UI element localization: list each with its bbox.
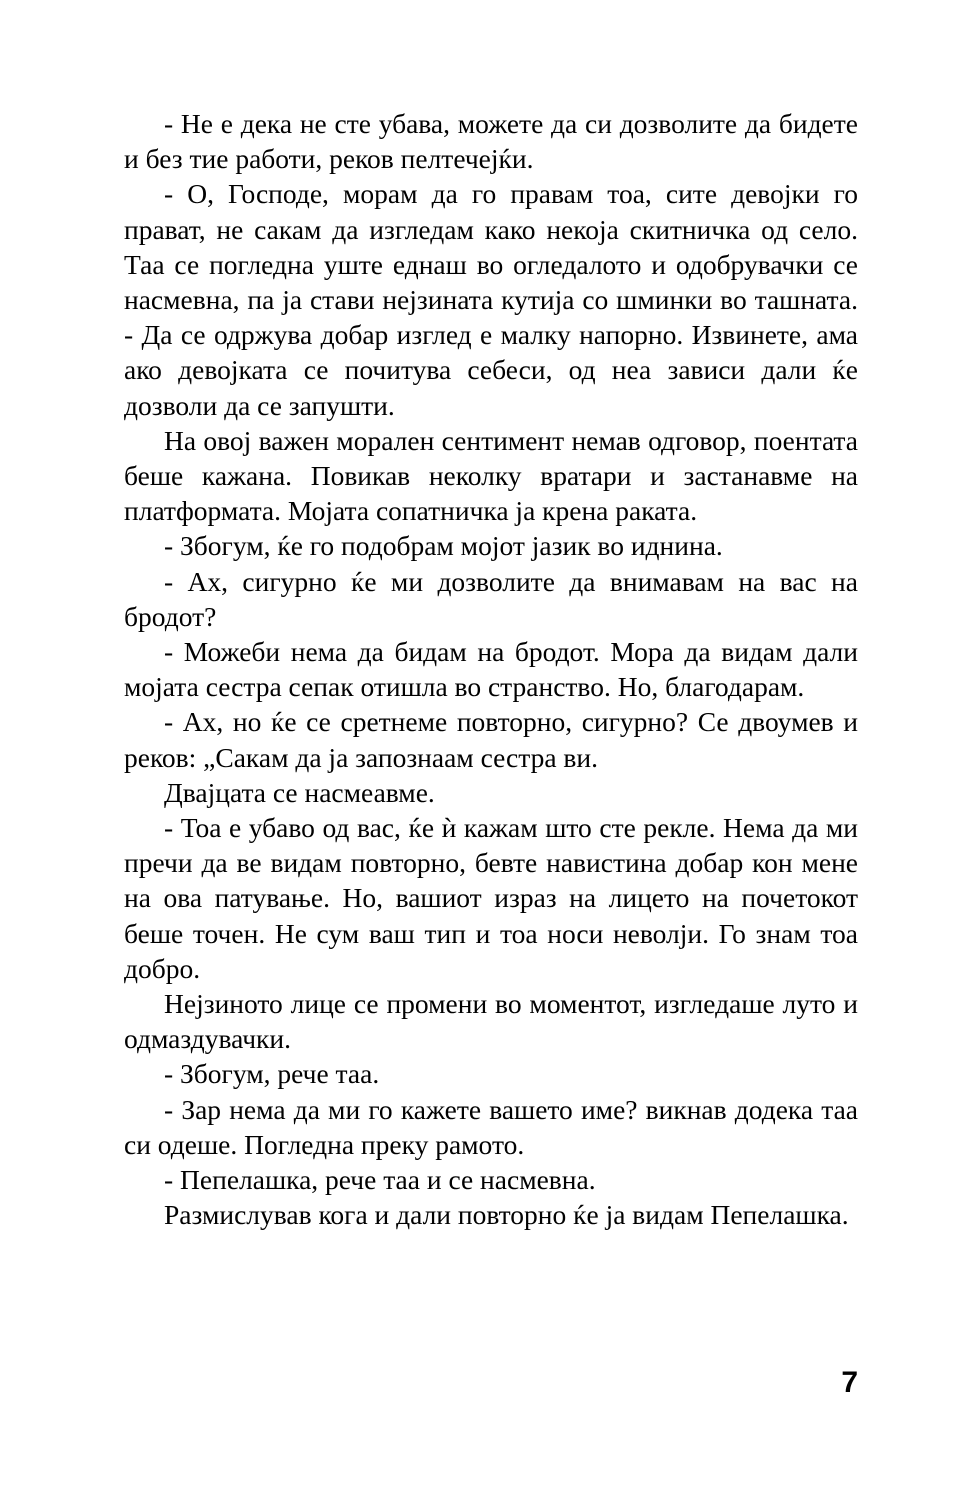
paragraph: - Можеби нема да бидам на бродот. Мора да видам дали мојата сестра сепак отишла во странство. Но, благодарам. bbox=[124, 636, 858, 703]
paragraph: На овој важен морален сентимент немав одговор, поентата беше кажана. Повикав неколку вратари и застанавме на платформата. Мојата сопатничка ја крена раката. bbox=[124, 424, 858, 527]
paragraph: - Збогум, рече таа. bbox=[164, 1058, 380, 1090]
body-text-block bbox=[124, 106, 858, 1233]
paragraph: - Збогум, ќе го подобрам мојот јазик во иднина. bbox=[164, 530, 723, 562]
paragraph: Размислував кога и дали повторно ќе ја видам Пепелашка. bbox=[164, 1199, 849, 1231]
paragraph: Двајцата се насмеавме. bbox=[164, 776, 435, 808]
paragraph: - Ах, сигурно ќе ми дозволите да внимавам на вас на бродот? bbox=[124, 565, 858, 632]
page-number: 7 bbox=[841, 1366, 858, 1399]
paragraph: - О, Господе, морам да го правам тоа, сите девојки го прават, не сакам да изгледам како некоја скитничка од село. Таа се погледна уште еднаш во огледалото и одобрувачки се насмевна, па ја стави нејзината кутија со шминки во ташната. - Да се одржува добар изглед е малку напорно. Извинете, ама ако девојката се почитува себеси, од неа зависи дали ќе дозволи да се запушти. bbox=[124, 178, 858, 421]
paragraph: - Зар нема да ми го кажете вашето име? викнав додека таа си одеше. Погледна преку рамото. bbox=[124, 1093, 858, 1160]
paragraph: - Тоа е убаво од вас, ќе ѝ кажам што сте рекле. Нема да ми пречи да ве видам повторно, бевте навистина добар кон мене на ова патување. Но, вашиот израз на лицето на почетокот беше точен. Не сум ваш тип и тоа носи неволји. Го знам тоа добро. bbox=[124, 812, 858, 984]
paragraph: - Не е дека не сте убава, можете да си дозволите да бидете и без тие работи, реков пелтечејќи. bbox=[124, 108, 858, 175]
paragraph: - Пепелашка, рече таа и се насмевна. bbox=[164, 1164, 596, 1196]
paragraph: - Ах, но ќе се сретнеме повторно, сигурно? Се двоумев и реков: „Сакам да ја запознаам сестра ви. bbox=[124, 706, 858, 773]
paragraph: Нејзиното лице се промени во моментот, изгледаше луто и одмаздувачки. bbox=[124, 988, 858, 1055]
